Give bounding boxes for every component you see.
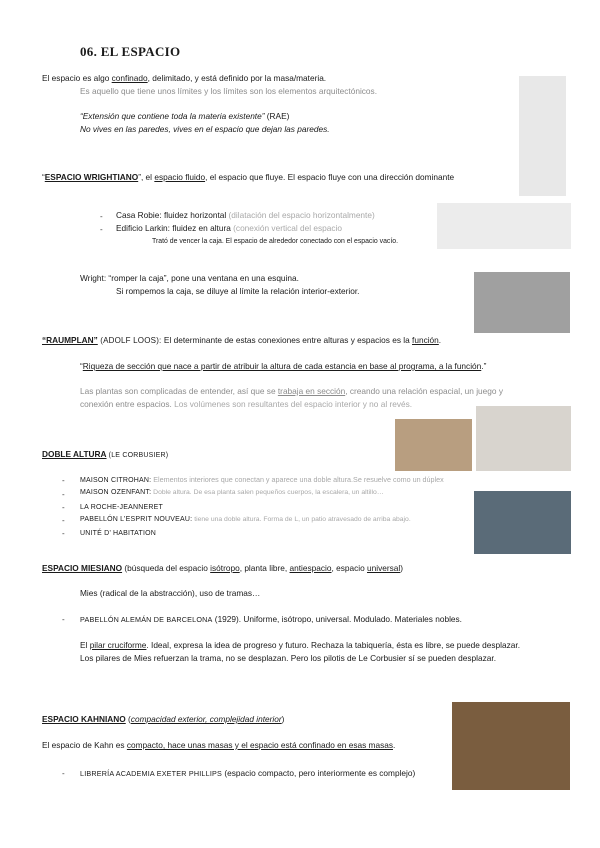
- mies-pabellon: PABELLÓN ALEMÁN DE BARCELONA (1929). Uniforme, isótropo, universal. Modulado. Materiales nobles.: [80, 614, 462, 624]
- kahn-libreria: LIBRERÍA ACADEMIA EXETER PHILLIPS (espacio compacto, pero interiormente es complejo): [80, 768, 416, 778]
- image-box-sketch: [519, 76, 566, 196]
- list-item: MAISON OZENFANT: Doble altura. De esa planta salen pequeños cuerpos, la escalera, un altillo…: [80, 489, 384, 496]
- intro-line-2: Es aquello que tiene unos límites y los límites son los elementos arquitectónicos.: [80, 86, 377, 96]
- section-title-raumplan: “RAUMPLAN”: [42, 335, 98, 345]
- image-box-corner-window: [474, 272, 570, 333]
- image-box-exeter-library: [452, 702, 570, 790]
- mies-heading: ESPACIO MIESIANO (búsqueda del espacio isótropo, planta libre, antiespacio, espacio universal): [42, 563, 403, 573]
- keyword-espacio-fluido: espacio fluido: [154, 172, 206, 182]
- bullet-dash: -: [62, 476, 65, 485]
- keyword-funcion: función: [412, 335, 439, 345]
- image-box-pavilion: [474, 491, 571, 554]
- page-title: 06. EL ESPACIO: [80, 44, 181, 59]
- intro-text: , delimitado, y está definido por la masa/materia.: [147, 73, 327, 83]
- list-item: MAISON CITROHAN: Elementos interiores que conectan y aparece una doble altura.Se resuelve como un dúplex: [80, 475, 444, 484]
- quote-text: “Extensión que contiene toda la materia existente”: [80, 111, 265, 121]
- mies-pilar-2: Los pilares de Mies refuerzan la trama, no se desplazan. Pero los pilotis de Le Corbusier sí se pueden desplazar.: [80, 653, 496, 663]
- image-box-interior-2: [476, 406, 571, 471]
- bullet-larkin: Edificio Larkin: fluidez en altura (conexión vertical del espacio: [116, 223, 342, 233]
- kahn-line-1: El espacio de Kahn es compacto, hace unas masas y el espacio está confinado en esas masas.: [42, 740, 396, 750]
- wright-heading: “ESPACIO WRIGHTIANO”, el espacio fluido, el espacio que fluye. El espacio fluye con una dirección dominante: [42, 172, 455, 182]
- doble-heading: DOBLE ALTURA (LE CORBUSIER): [42, 449, 169, 459]
- bullet-robie: Casa Robie: fluidez horizontal (dilatación del espacio horizontalmente): [116, 210, 375, 220]
- bullet-dash: -: [62, 769, 65, 778]
- section-title-kahniano: ESPACIO KAHNIANO: [42, 714, 126, 724]
- mies-pilar-1: El pilar cruciforme. Ideal, expresa la idea de progreso y futuro. Rechaza la tabiquería, ésta es libre, se puede desplazar.: [80, 640, 520, 650]
- wright-diluye: Si rompemos la caja, se diluye al límite la relación interior-exterior.: [116, 286, 360, 296]
- bullet-dash: -: [62, 516, 65, 525]
- raumplan-plantas-1: Las plantas son complicadas de entender, así que se trabaja en sección, creando una relación espacial, un juego y: [80, 386, 503, 396]
- bullet-dash: -: [62, 503, 65, 512]
- kahn-heading: ESPACIO KAHNIANO (compacidad exterior, complejidad interior): [42, 714, 285, 724]
- intro-quote-2: No vives en las paredes, vives en el espacio que dejan las paredes.: [80, 124, 330, 134]
- raumplan-heading: “RAUMPLAN” (ADOLF LOOS): El determinante de estas conexiones entre alturas y espacios es la función.: [42, 335, 442, 345]
- intro-line-1: [42, 73, 326, 84]
- bullet-dash: -: [62, 615, 65, 624]
- section-title-miesiano: ESPACIO MIESIANO: [42, 563, 123, 573]
- list-item: LA ROCHE-JEANNERET: [80, 504, 163, 511]
- section-title-doble-altura: DOBLE ALTURA: [42, 449, 107, 459]
- raumplan-quote: “Riqueza de sección que nace a partir de atribuir la altura de cada estancia en base al programa, a la función.”: [80, 361, 487, 371]
- intro-quote-1: [80, 111, 289, 122]
- bullet-dash: -: [62, 490, 65, 499]
- quote-source: (RAE): [264, 111, 290, 121]
- bullet-dash: -: [100, 212, 103, 221]
- list-item: PABELLÓN L’ESPRIT NOUVEAU: tiene una doble altura. Forma de L, un patio atravesado de arriba abajo.: [80, 516, 411, 523]
- keyword-confinado: confinado: [111, 73, 148, 83]
- bullet-dash: -: [62, 529, 65, 538]
- intro-text: El espacio es algo: [42, 73, 112, 83]
- image-box-interior-1: [395, 419, 472, 471]
- mies-radical: Mies (radical de la abstracción), uso de tramas…: [80, 588, 261, 598]
- raumplan-plantas-2: conexión entre espacios. Los volúmenes son resultantes del espacio interior y no al revés.: [80, 399, 413, 409]
- caja-note: Trató de vencer la caja. El espacio de alrededor conectado con el espacio vacío.: [152, 238, 399, 245]
- bullet-dash: -: [100, 225, 103, 234]
- wright-romper: Wright: “romper la caja”, pone una ventana en una esquina.: [80, 273, 299, 283]
- list-item: UNITÉ D’ HABITATION: [80, 530, 157, 537]
- image-box-robie-plan: [437, 203, 571, 249]
- section-title-wright: ESPACIO WRIGHTIANO: [44, 172, 139, 182]
